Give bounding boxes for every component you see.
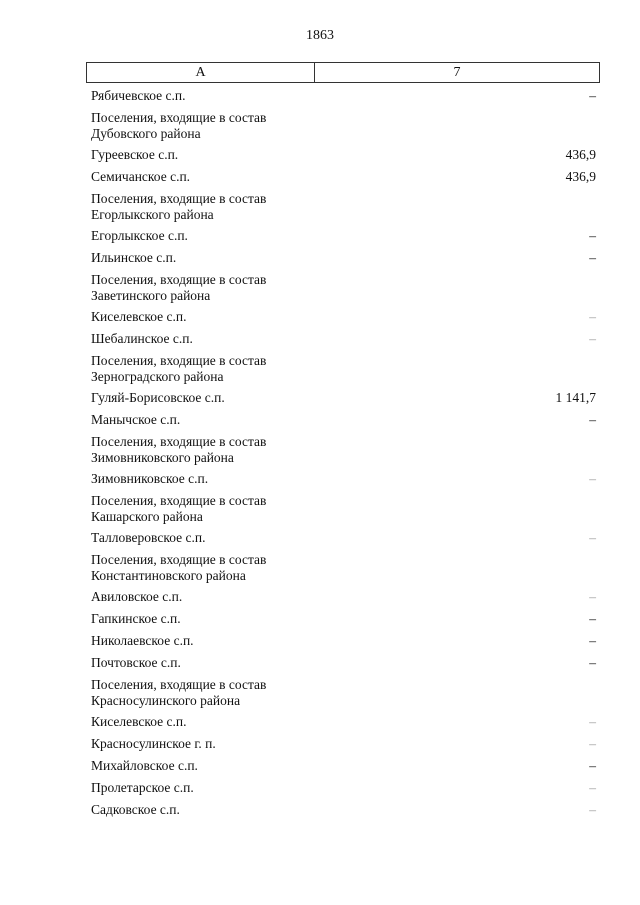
row-label: Талловеровское с.п. [91, 530, 206, 545]
table-row [91, 611, 596, 633]
row-value: 436,9 [565, 169, 596, 184]
row-value: – [589, 88, 596, 103]
row-label: Киселевское с.п. [91, 714, 187, 729]
table-group-row [91, 552, 596, 589]
row-value: – [589, 412, 596, 427]
row-value: – [589, 228, 596, 243]
row-value: – [589, 471, 596, 486]
column-header-a: А [87, 63, 315, 82]
table-group-row [91, 191, 596, 228]
row-value: – [589, 633, 596, 648]
group-label: Поселения, входящие в состав Зимовниковского района [91, 434, 267, 465]
row-label: Гуляй-Борисовское с.п. [91, 390, 225, 405]
group-label: Поселения, входящие в состав Егорлыкского района [91, 191, 267, 222]
row-label: Красносулинское г. п. [91, 736, 216, 751]
table-row [91, 714, 596, 736]
row-label: Гапкинское с.п. [91, 611, 181, 626]
row-label: Садковское с.п. [91, 802, 180, 817]
row-label: Гуреевское с.п. [91, 147, 179, 162]
row-label: Пролетарское с.п. [91, 780, 194, 795]
table-row [91, 633, 596, 655]
table-group-row [91, 272, 596, 309]
table-row [91, 88, 596, 110]
table-row [91, 471, 596, 493]
table-row [91, 390, 596, 412]
row-value: – [589, 655, 596, 670]
table-row [91, 169, 596, 191]
row-value: – [589, 331, 596, 346]
row-value: – [589, 736, 596, 751]
row-label: Киселевское с.п. [91, 309, 187, 324]
table-row [91, 780, 596, 802]
row-value: – [589, 530, 596, 545]
table-row [91, 758, 596, 780]
row-label: Рябичевское с.п. [91, 88, 186, 103]
row-value: – [589, 802, 596, 817]
table-header [86, 62, 600, 83]
row-label: Егорлыкское с.п. [91, 228, 188, 243]
row-value: – [589, 250, 596, 265]
row-label: Авиловское с.п. [91, 589, 183, 604]
page-number: 1863 [306, 28, 334, 43]
table-group-row [91, 434, 596, 471]
table-row [91, 331, 596, 353]
table-row [91, 736, 596, 758]
table-row [91, 228, 596, 250]
table-row [91, 589, 596, 611]
table-row [91, 147, 596, 169]
row-value: – [589, 780, 596, 795]
group-label: Поселения, входящие в состав Дубовского района [91, 110, 267, 141]
row-value: – [589, 309, 596, 324]
row-label: Шебалинское с.п. [91, 331, 193, 346]
table-group-row [91, 677, 596, 714]
row-value: 436,9 [565, 147, 596, 162]
column-header-7: 7 [453, 65, 461, 80]
table-row [91, 309, 596, 331]
row-label: Семичанское с.п. [91, 169, 191, 184]
table-group-row [91, 493, 596, 530]
row-value: 1 141,7 [555, 390, 596, 405]
row-value: – [589, 589, 596, 604]
table-row [91, 530, 596, 552]
table-row [91, 412, 596, 434]
table-row [91, 802, 596, 824]
group-label: Поселения, входящие в состав Красносулинского района [91, 677, 267, 708]
group-label: Поселения, входящие в состав Константиновского района [91, 552, 267, 583]
row-value: – [589, 611, 596, 626]
row-label: Михайловское с.п. [91, 758, 198, 773]
row-label: Зимовниковское с.п. [91, 471, 209, 486]
row-label: Манычское с.п. [91, 412, 181, 427]
group-label: Поселения, входящие в состав Зерноградского района [91, 353, 267, 384]
table-row [91, 250, 596, 272]
group-label: Поселения, входящие в состав Заветинского района [91, 272, 267, 303]
table-group-row [91, 353, 596, 390]
group-label: Поселения, входящие в состав Кашарского района [91, 493, 267, 524]
row-value: – [589, 758, 596, 773]
table-group-row [91, 110, 596, 147]
row-value: – [589, 714, 596, 729]
row-label: Николаевское с.п. [91, 633, 194, 648]
table-body [91, 88, 596, 824]
row-label: Ильинское с.п. [91, 250, 177, 265]
table-row [91, 655, 596, 677]
row-label: Почтовское с.п. [91, 655, 181, 670]
